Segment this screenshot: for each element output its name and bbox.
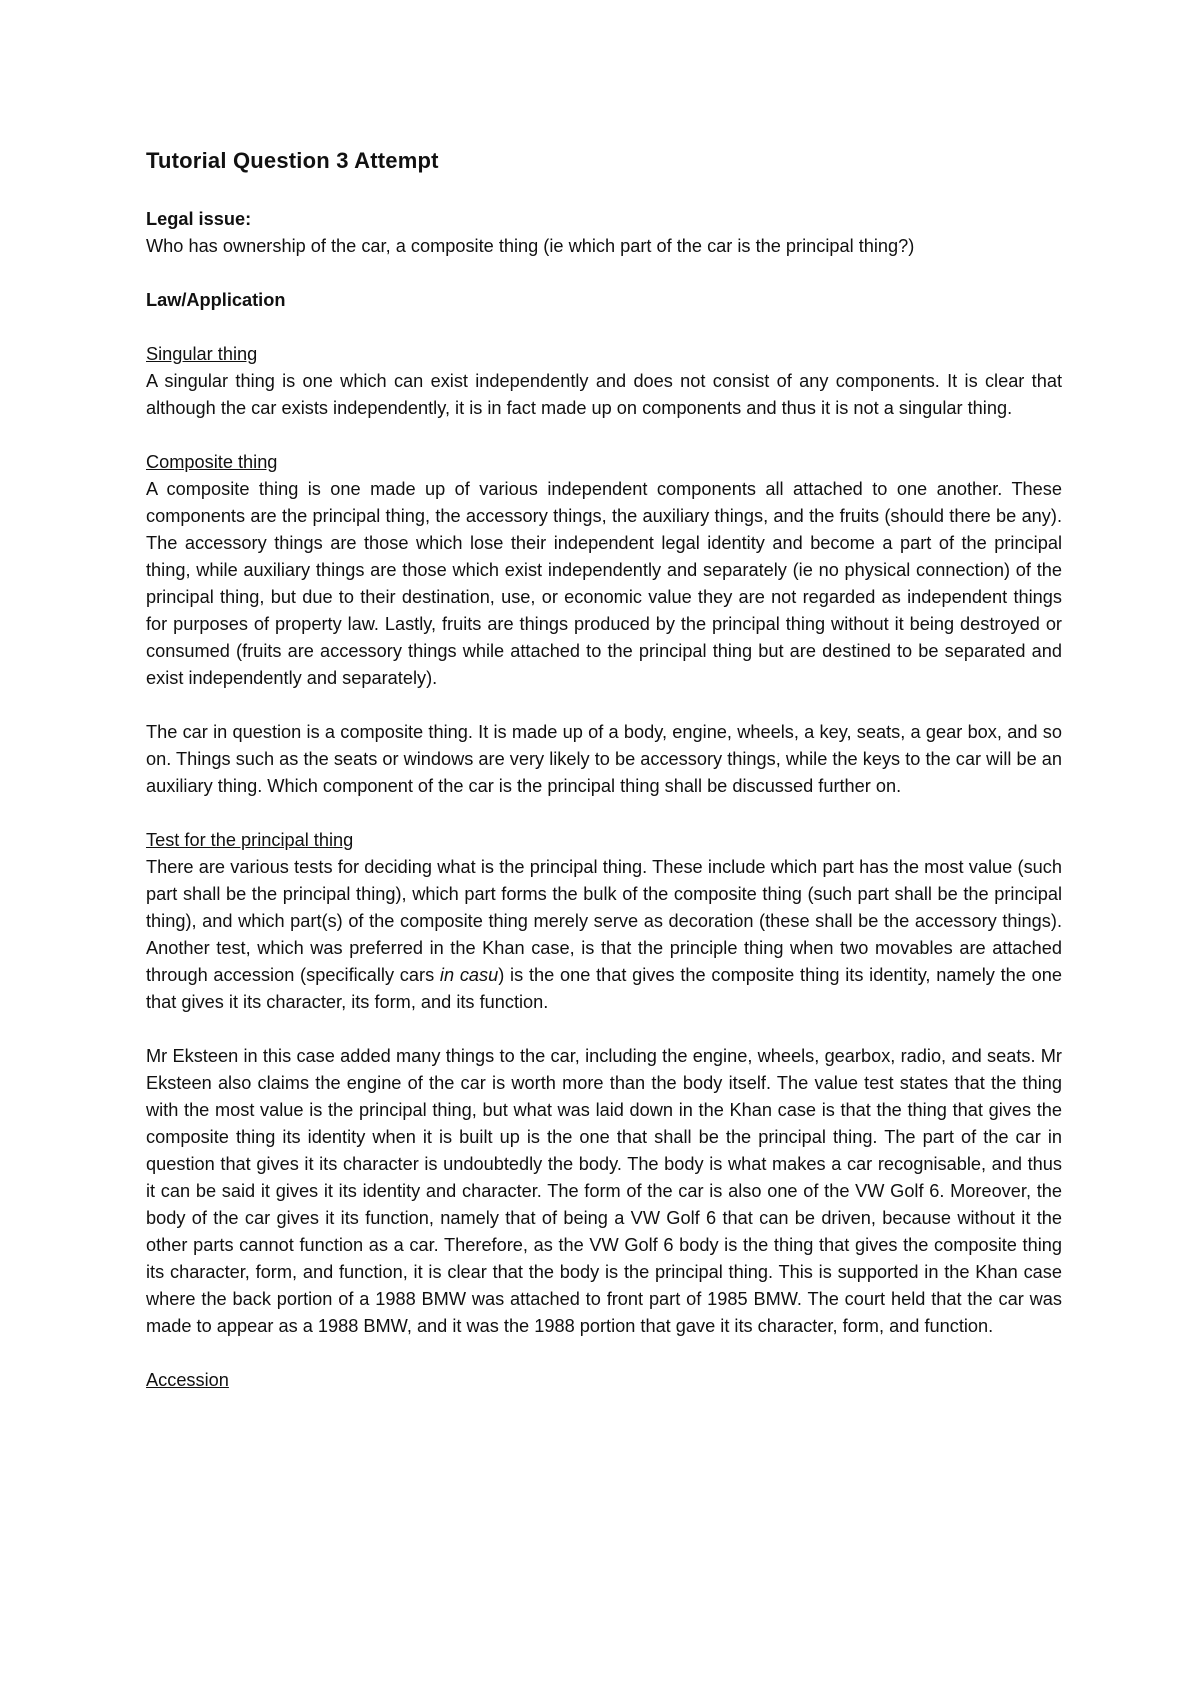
spacer bbox=[146, 1340, 1062, 1367]
composite-thing-heading: Composite thing bbox=[146, 452, 278, 472]
test-principal-text-after: ) is the one that gives the composite thing its identity, namely the one that gives it its character, its form, and its function. bbox=[146, 965, 1062, 1012]
document-page bbox=[146, 140, 1062, 1394]
page-title: Tutorial Question 3 Attempt bbox=[146, 148, 439, 173]
composite-thing-text-2: The car in question is a composite thing. It is made up of a body, engine, wheels, a key, seats, a gear box, and so on. Things such as the seats or windows are very likely to be accessory things, while the keys to the car will be an auxiliary thing. Which component of the car is the principal thing shall be discussed further on. bbox=[146, 722, 1062, 796]
spacer bbox=[146, 422, 1062, 449]
test-principal-heading: Test for the principal thing bbox=[146, 830, 354, 850]
singular-thing-heading: Singular thing bbox=[146, 344, 258, 364]
singular-thing-text: A singular thing is one which can exist independently and does not consist of any components. It is clear that although the car exists independently, it is in fact made up on components and thus it is not a singular thing. bbox=[146, 371, 1062, 418]
accession-heading: Accession bbox=[146, 1370, 229, 1390]
spacer bbox=[146, 1016, 1062, 1043]
test-principal-text-before: There are various tests for deciding what is the principal thing. These include which part has the most value (such part shall be the principal thing), which part forms the bulk of the composite thing (such part shall be the principal thing), and which part(s) of the composite thing merely serve as decoration (these shall be the accessory things). Another test, which was preferred in the Khan case, is that the principle thing when two movables are attached through accession (specifically cars bbox=[146, 857, 1062, 985]
test-principal-text bbox=[146, 854, 1062, 1016]
legal-issue-text: Who has ownership of the car, a composite thing (ie which part of the car is the principal thing?) bbox=[146, 236, 915, 256]
composite-thing-text: A composite thing is one made up of various independent components all attached to one another. These components are the principal thing, the accessory things, the auxiliary things, and the fruits (should there be any). The accessory things are those which lose their independent legal identity and become a part of the principal thing, while auxiliary things are those which exist independently and separately (ie no physical connection) of the principal thing, but due to their destination, use, or economic value they are not regarded as independent things for purposes of property law. Lastly, fruits are things produced by the principal thing without it being destroyed or consumed (fruits are accessory things while attached to the principal thing but are destined to be separated and exist independently and separately). bbox=[146, 479, 1062, 688]
test-principal-text-2: Mr Eksteen in this case added many things to the car, including the engine, wheels, gearbox, radio, and seats. Mr Eksteen also claims the engine of the car is worth more than the body itself. The value test states that the thing with the most value is the principal thing, but what was laid down in the Khan case is that the thing that gives the composite thing its identity when it is built up is the one that shall be the principal thing. The part of the car in question that gives it its character is undoubtedly the body. The body is what makes a car recognisable, and thus it can be said it gives it its identity and character. The form of the car is also one of the VW Golf 6. Moreover, the body of the car gives it its function, namely that of being a VW Golf 6 that can be driven, because without it the other parts cannot function as a car. Therefore, as the VW Golf 6 body is the thing that gives the composite thing its character, form, and function, it is clear that the body is the principal thing. This is supported in the Khan case where the back portion of a 1988 BMW was attached to front part of 1985 BMW. The court held that the car was made to appear as a 1988 BMW, and it was the 1988 portion that gave it its character, form, and function. bbox=[146, 1046, 1062, 1336]
spacer bbox=[146, 800, 1062, 827]
spacer bbox=[146, 260, 1062, 287]
legal-issue-heading: Legal issue: bbox=[146, 209, 252, 229]
law-application-heading: Law/Application bbox=[146, 290, 286, 310]
in-casu-italic: in casu bbox=[439, 965, 499, 985]
spacer bbox=[146, 692, 1062, 719]
spacer bbox=[146, 314, 1062, 341]
